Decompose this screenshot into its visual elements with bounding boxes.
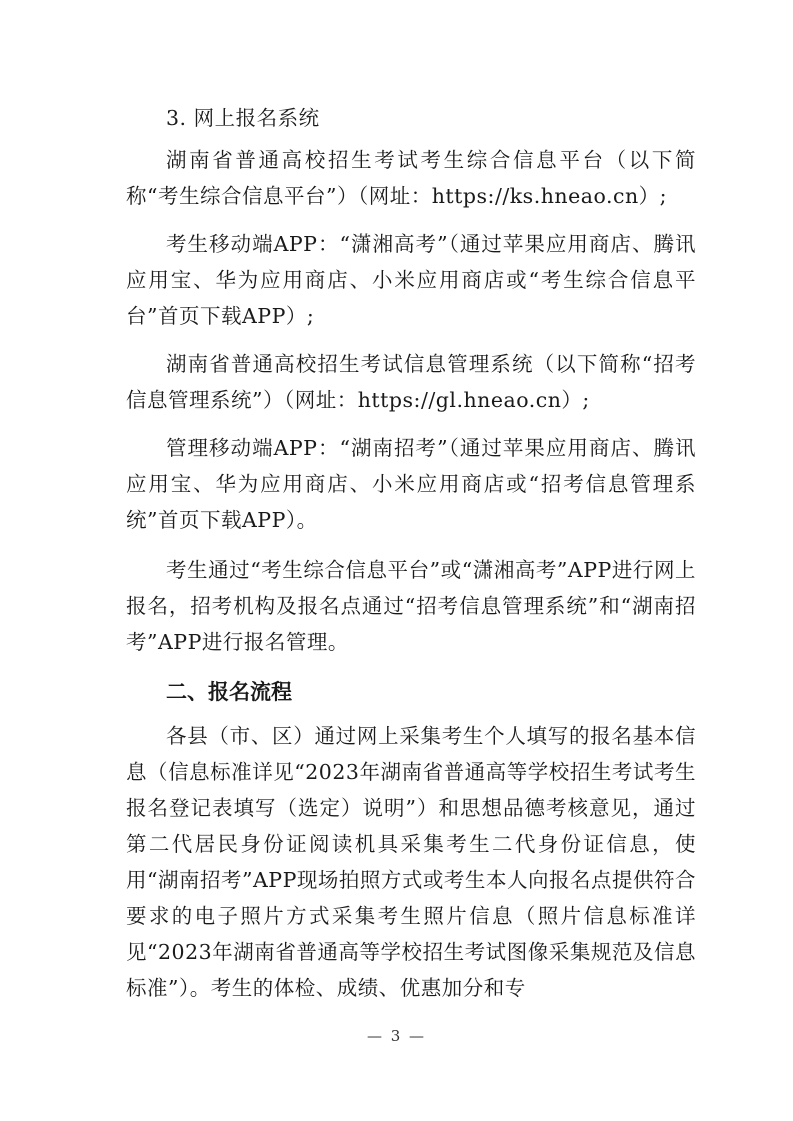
paragraph-student-app: 考生移动端APP：“潇湘高考”（通过苹果应用商店、腾讯应用宝、华为应用商店、小米应用商店或“考生综合信息平台”首页下载APP）; (126, 232, 696, 328)
paragraph-management-app: 管理移动端APP：“湖南招考”（通过苹果应用商店、腾讯应用宝、华为应用商店、小米应用商店或“招考信息管理系统”首页下载APP）。 (126, 436, 696, 532)
paragraph-registration-process: 各县（市、区）通过网上采集考生个人填写的报名基本信息（信息标准详见“2023年湖南省普通高等学校招生考试考生报名登记表填写（选定）说明”）和思想品德考核意见，通过第二代居民身份证阅读机具采集考生二代身份证信息，使用“湖南招考”APP现场拍照方式或考生本人向报名点提供符合要求的电子照片方式采集考生照片信息（照片信息标准详见“2023年湖南省普通高等学校招生考试图像采集规范及信息标准”）。考生的体检、成绩、优惠加分和专 (126, 724, 696, 1000)
section-heading: 二、报名流程 (166, 680, 292, 704)
paragraph-management-system: 湖南省普通高校招生考试信息管理系统（以下简称“招考信息管理系统”）（网址：https://gl.hneao.cn）; (126, 352, 696, 412)
item-title: 3. 网上报名系统 (166, 106, 320, 130)
paragraph-registration-overview: 考生通过“考生综合信息平台”或“潇湘高考”APP进行网上报名，招考机构及报名点通过“招考信息管理系统”和“湖南招考”APP进行报名管理。 (126, 558, 696, 654)
page-number: — 3 — (366, 1027, 427, 1045)
paragraph-student-platform: 湖南省普通高校招生考试考生综合信息平台（以下简称“考生综合信息平台”）（网址：https://ks.hneao.cn）; (126, 148, 696, 208)
